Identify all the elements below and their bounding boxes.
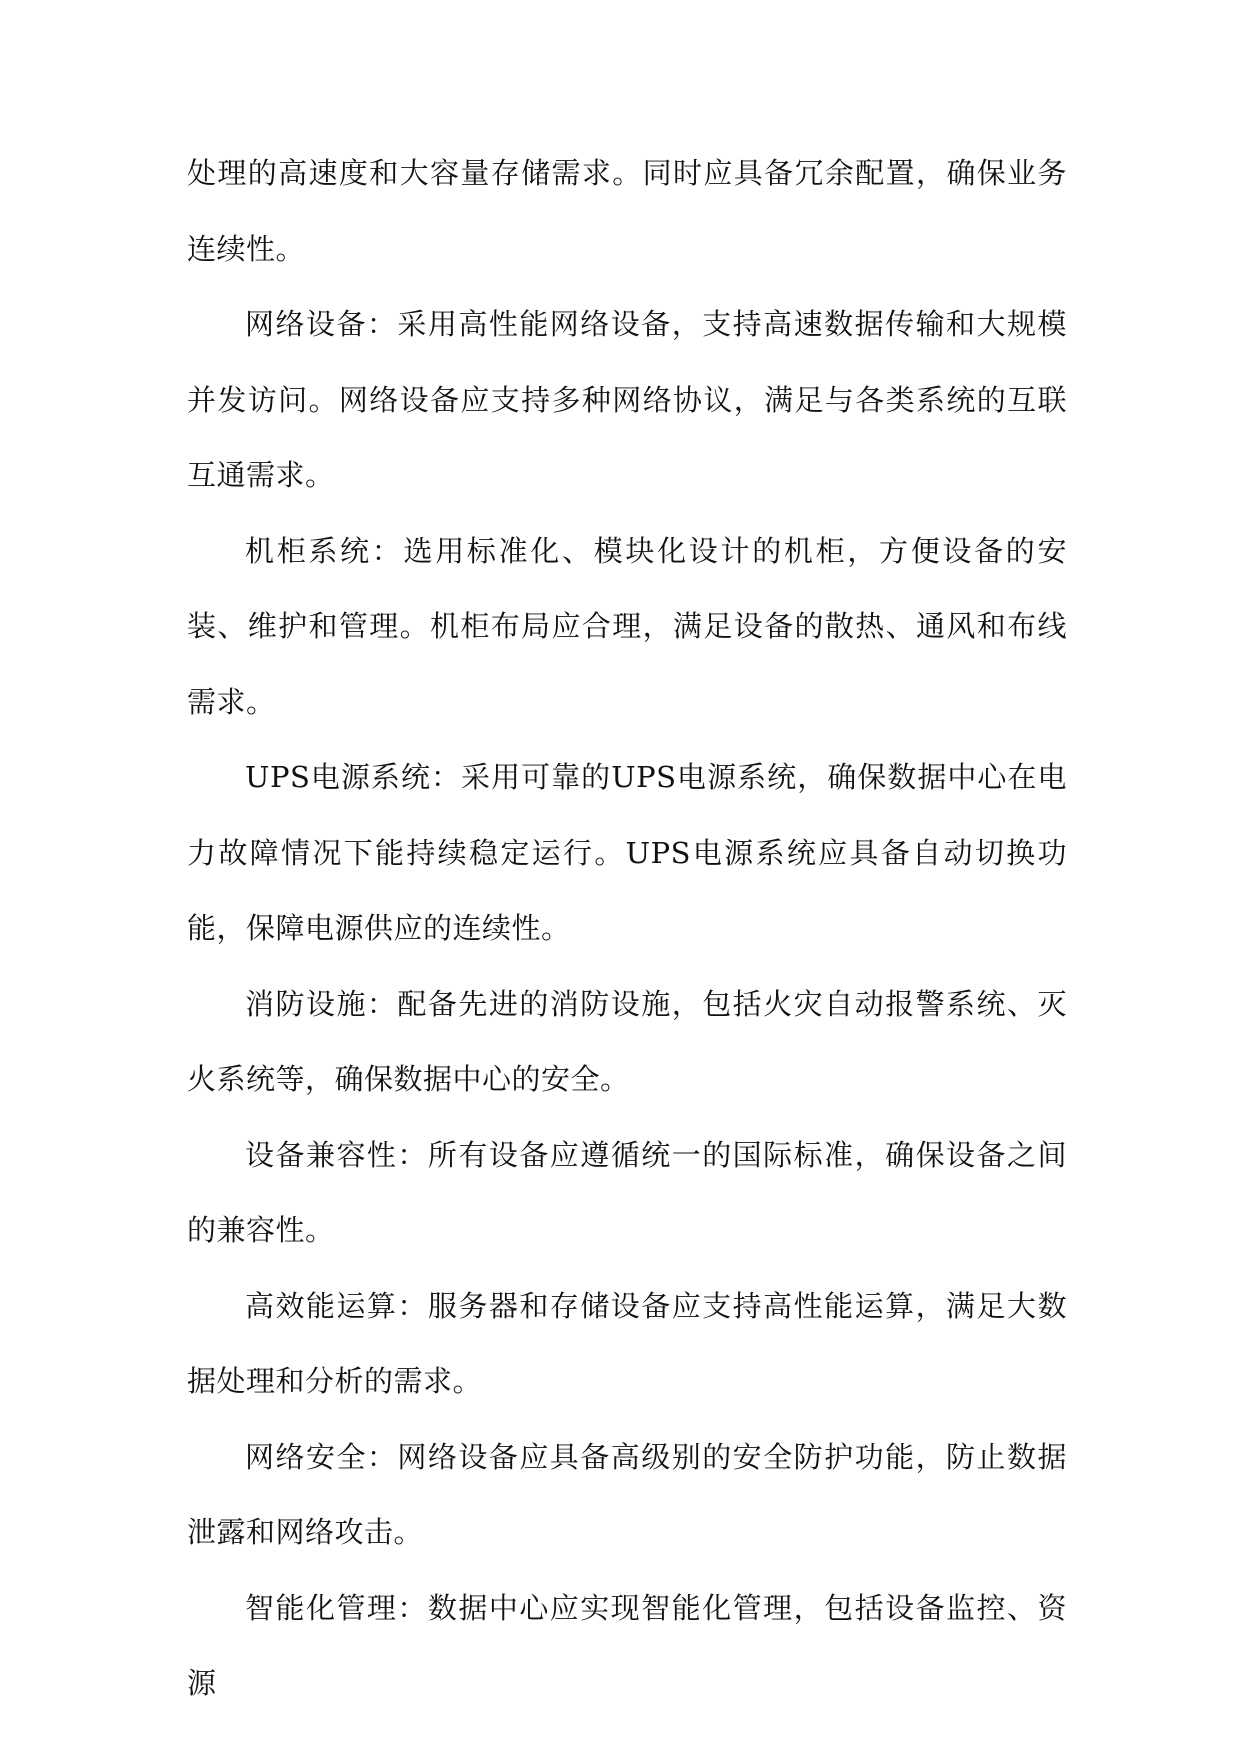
paragraph-continuation: 处理的高速度和大容量存储需求。同时应具备冗余配置，确保业务连续性。 [187,156,1067,266]
paragraph-cabinet-system: 机柜系统：选用标准化、模块化设计的机柜，方便设备的安装、维护和管理。机柜布局应合理，满足设备的散热、通风和布线需求。 [187,533,1067,719]
document-body [187,136,1067,1722]
paragraph-intelligent-management: 智能化管理：数据中心应实现智能化管理，包括设备监控、资源 [187,1590,1067,1700]
paragraph-compatibility: 设备兼容性：所有设备应遵循统一的国际标准，确保设备之间的兼容性。 [187,1137,1067,1247]
paragraph-ups-power: UPS电源系统：采用可靠的UPS电源系统，确保数据中心在电力故障情况下能持续稳定运行。UPS电源系统应具备自动切换功能，保障电源供应的连续性。 [187,760,1067,945]
paragraph-fire-protection: 消防设施：配备先进的消防设施，包括火灾自动报警系统、灭火系统等，确保数据中心的安全。 [187,986,1067,1096]
paragraph-network-equipment: 网络设备：采用高性能网络设备，支持高速数据传输和大规模并发访问。网络设备应支持多种网络协议，满足与各类系统的互联互通需求。 [187,307,1067,492]
paragraph-high-performance-computing: 高效能运算：服务器和存储设备应支持高性能运算，满足大数据处理和分析的需求。 [187,1288,1067,1398]
paragraph-network-security: 网络安全：网络设备应具备高级别的安全防护功能，防止数据泄露和网络攻击。 [187,1439,1067,1549]
